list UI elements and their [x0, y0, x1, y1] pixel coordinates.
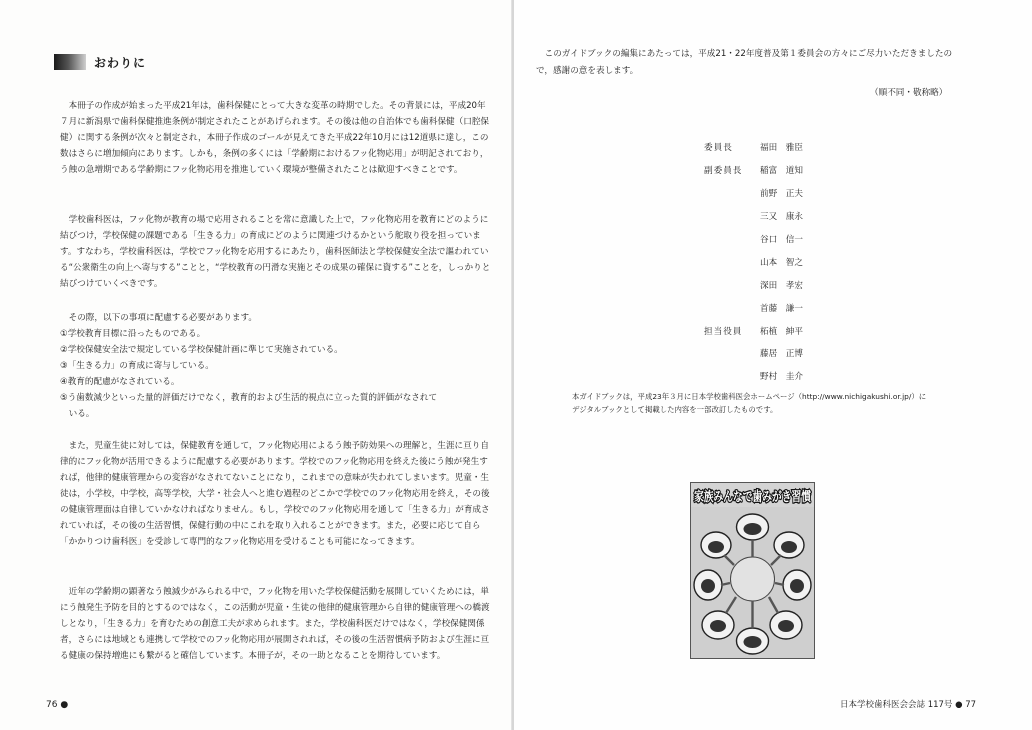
bullet-dot: ● [57, 700, 69, 710]
list-item: ③「生きる力」の育成に寄与している。 [60, 361, 214, 371]
committee-row [704, 319, 820, 342]
committee-row [704, 365, 820, 388]
text-line: 過程のどこかで学校でのフッ化物応用を終え，その後の健康管理面は自律していかなければなりま [60, 489, 490, 515]
text-line: 生涯に亘り自律的にフッ化物が活用できるように配慮する必要があります。学校でのフッ化物応用 [60, 441, 489, 467]
poster-title-banner [691, 483, 851, 507]
committee-name: 深田 孝宏 [760, 280, 803, 291]
text-line: にどのように結びつけ，学校保健の課題である「生きる力」の育成にどのように関連づけるかとい [60, 215, 489, 241]
text-line: このガイドブックの編集にあたっては，平成21・22年度普及第１委員会の方々にご尽力いただき [544, 49, 918, 59]
committee-row [704, 273, 820, 296]
text-line: せん。もし，学校でのフッ化物応用を通して「生きる力」が育成されていれば，その後の生活習 [60, 505, 490, 531]
text-line: ためには，単にう蝕発生予防を目的とするのではなく，この活動が児童・生徒の他律的健康管理か [60, 587, 489, 613]
text-line: 近年の学齢期の顕著なう蝕減少がみられる中で，フッ化物を用いた学校保健活動を展開していく [68, 587, 438, 597]
list-item: ⑤う歯数減少といった量的評価だけでなく，教育的および生活的視点に立った質的評価がなされて [60, 393, 438, 403]
list-item: ④教育的配慮がなされている。 [60, 377, 180, 387]
committee-name: 谷口 信一 [760, 235, 803, 245]
committee-row [704, 182, 820, 205]
page-number-left [46, 700, 68, 710]
text-line: 本冊子の作成が始まった平成21年は，歯科保健にとって大きな変革の時期でした。その背景に [68, 101, 432, 111]
text-line: 医」を受診して専門的なフッ化物応用を受けることも可能になってきます。 [128, 537, 420, 547]
considerations-list [60, 310, 494, 422]
text-line: 平成22年10月には12道県に達し，この数はさらに増加傾向にあります。しかも，条例の多くには「学 [60, 133, 489, 159]
text-line: 齢期におけるフッ化物応用」が明記されており，う蝕の急増期である学齢期にフッ化物応用を推進 [60, 149, 489, 175]
text-line: ら自律的健康管理への橋渡しとなり，「生きる力」を育むための創意工夫が求められます。また， [60, 603, 490, 629]
page-footer-right: 日本学校歯科医会会誌 117号 ● 77 [840, 700, 977, 710]
paragraph-2-text [60, 212, 494, 292]
list-item-continued: いる。 [68, 409, 95, 419]
committee-name: 首藤 謙一 [760, 303, 803, 314]
section-heading [54, 54, 146, 70]
text-line: す。本冊子が，その一助となることを期待しています。 [231, 651, 446, 661]
left-page [0, 0, 514, 730]
list-intro: その際，以下の事項に配慮する必要があります。 [68, 313, 257, 323]
committee-row [704, 136, 820, 159]
text-line: の意味が失われてしまいます。児童・生徒は，小学校，中学校，高等学校，大学・社会人へと進む [60, 473, 490, 499]
committee-name: 野村 圭介 [760, 372, 803, 383]
heading-title: おわりに [94, 55, 147, 70]
committee-row [704, 228, 820, 251]
page-number-value: 76 [46, 700, 58, 710]
text-line: 学校歯科医だけではなく，学校保健関係者，さらには地域とも連携して学校でのフッ化物応用が展 [60, 619, 485, 645]
committee-row [704, 296, 820, 319]
acknowledgement-note: （順不同・敬称略） [870, 88, 948, 98]
text-line: 医師法と学校保健安全法で謳われている“公衆衛生の向上へ寄与する”ことと，“学校教育の円滑 [60, 247, 489, 273]
paragraph-1-text [60, 98, 494, 178]
committee-name: 柘植 紳平 [760, 326, 803, 337]
paragraph-2 [60, 212, 494, 292]
text-line: う舵取り役を担っています。すなわち，学校歯科医は，学校でフッ化物を応用するにあたり，歯科 [60, 231, 481, 257]
acknowledgement [536, 46, 968, 80]
committee-row [704, 159, 820, 182]
committee-role: 委員長 [704, 143, 733, 154]
committee-role: 副委員長 [704, 166, 743, 177]
heading-gradient-bar [54, 54, 86, 70]
committee-name: 三又 康永 [760, 212, 803, 223]
poster-title: 家族みんなで歯みがき習慣 [694, 490, 851, 505]
paragraph-3-text [60, 438, 494, 550]
text-line: ましたので，感謝の意を表します。 [536, 49, 953, 76]
notice-line: デジタルブックとして掲載した内容を一部改訂したものです。 [572, 405, 778, 414]
committee-role: 担当役員 [704, 326, 743, 337]
paragraph-3 [60, 438, 494, 550]
committee-name: 前野 正夫 [760, 189, 803, 200]
text-line: は，平成20年７月に新潟県で歯科保健推進条例が制定されたことがあげられます。その後は他の自 [60, 101, 486, 127]
committee-row [704, 250, 820, 273]
committee-name: 山本 智之 [760, 257, 803, 268]
committee-name: 稲富 道知 [760, 166, 803, 177]
committee-list [704, 136, 820, 388]
committee-row [704, 342, 820, 365]
list-item: ②学校保健安全法で規定している学校保健計画に準じて実施されている。 [60, 345, 343, 355]
list-item: ①学校教育目標に沿ったものである。 [60, 329, 206, 339]
text-line: 学校歯科医は，フッ化物が教育の場で応用されることを常に意識した上で，フッ化物応用を教育 [68, 215, 437, 225]
digital-book-notice [572, 390, 972, 416]
poster-image [690, 482, 851, 659]
text-line: 慣，保健行動の中にこれを取り入れることができます。また，必要に応じて自ら「かかりつけ歯科 [60, 521, 481, 547]
committee-name: 藤居 正博 [760, 349, 803, 360]
committee-name: 福田 雅臣 [760, 143, 803, 154]
paragraph-4 [60, 584, 494, 664]
numbered-list [60, 326, 494, 422]
text-line: 開されれば，その後の生活習慣病予防および生涯に亘る健康の保持増進にも繋がると確信していま [60, 635, 490, 661]
text-line: していく環境が整備されたことは歓迎すべきことです。 [248, 165, 463, 175]
poster-artwork [691, 507, 814, 658]
text-line: な実施とその成果の確保に資する”ことを，しっかりと結びつけていくべきです。 [60, 263, 491, 289]
text-line: 治体でも歯科保健（口腔保健）に関する条例が次々と制定され，本冊子作成のゴールが見えてきた [60, 117, 490, 143]
notice-line: 本ガイドブックは，平成23年３月に日本学校歯科医会ホームページ（http://www.nichigakushi.or.jp/）に [572, 392, 927, 401]
committee-row [704, 205, 820, 228]
text-line: また，児童生徒に対しては，保健教育を通して，フッ化物応用によるう蝕予防効果への理解と， [68, 441, 438, 451]
text-line: を終えた後にう蝕が発生すれば，他律的健康管理からの変容がなされてないことになり，これまで [60, 457, 488, 483]
paragraph-1 [60, 98, 494, 178]
paragraph-4-text [60, 584, 494, 664]
